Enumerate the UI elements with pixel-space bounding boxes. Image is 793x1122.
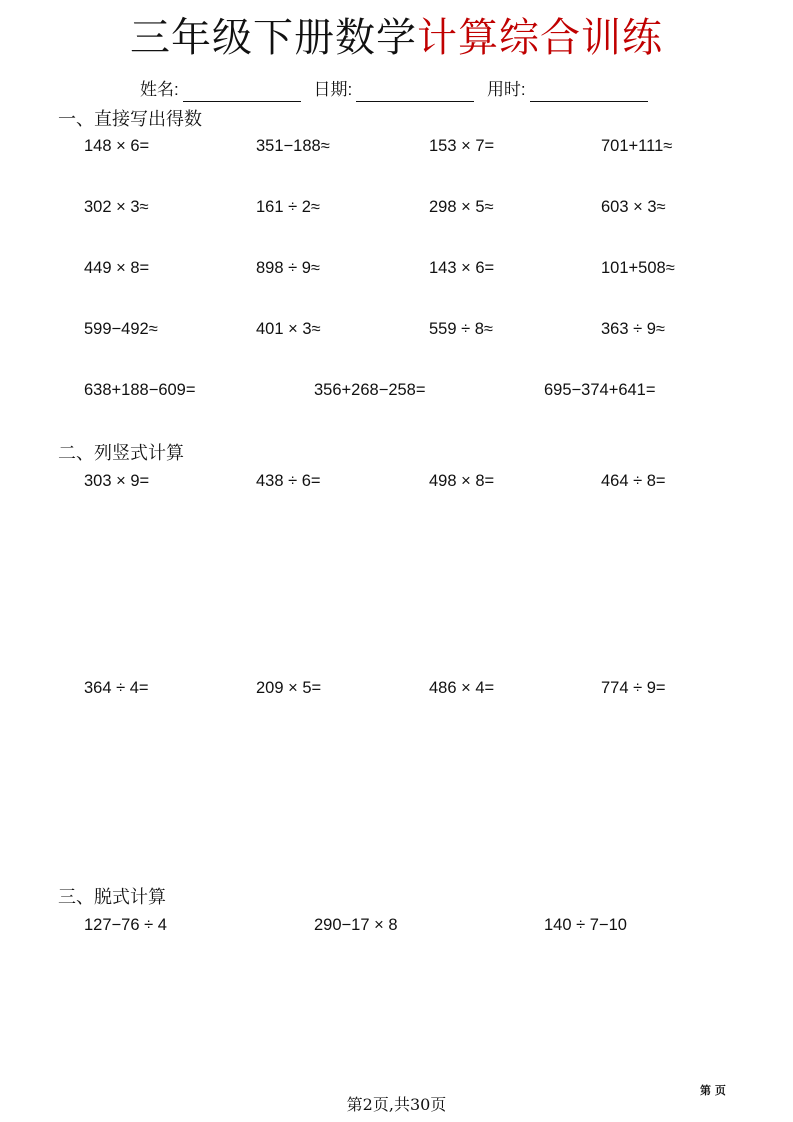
problem-item: 290−17 × 8 — [314, 916, 398, 934]
problem-row — [0, 257, 793, 279]
section-heading-vertical-calc: 二、列竖式计算 — [58, 443, 184, 464]
worksheet-title — [0, 14, 793, 62]
problem-item: 599−492≈ — [84, 320, 158, 338]
problem-item: 153 × 7= — [429, 137, 495, 155]
problem-item: 148 × 6= — [84, 137, 150, 155]
problem-item: 559 ÷ 8≈ — [429, 320, 493, 338]
problem-item: 302 × 3≈ — [84, 198, 149, 216]
problem-item: 127−76 ÷ 4 — [84, 916, 167, 934]
problem-item: 701+111≈ — [601, 137, 673, 155]
problem-item: 101+508≈ — [601, 259, 675, 277]
problem-item: 695−374+641= — [544, 381, 656, 399]
problem-item: 449 × 8= — [84, 259, 150, 277]
problem-item: 603 × 3≈ — [601, 198, 666, 216]
problem-row — [0, 379, 793, 401]
corner-page-mark: 第 页 — [700, 1084, 726, 1097]
problem-item: 438 ÷ 6= — [256, 472, 321, 490]
problem-item: 298 × 5≈ — [429, 198, 494, 216]
problem-item: 209 × 5= — [256, 679, 322, 697]
problem-row — [0, 914, 793, 936]
problem-item: 143 × 6= — [429, 259, 495, 277]
problem-item: 774 ÷ 9= — [601, 679, 666, 697]
problem-item: 140 ÷ 7−10 — [544, 916, 627, 934]
problem-row — [0, 470, 793, 492]
time-blank[interactable] — [530, 83, 648, 102]
time-label: 用时: — [486, 80, 526, 99]
title-topic-part: 计算综合训练 — [417, 15, 663, 61]
date-blank[interactable] — [356, 83, 474, 102]
problem-row — [0, 318, 793, 340]
problem-item: 351−188≈ — [256, 137, 330, 155]
section-heading-step-calc: 三、脱式计算 — [58, 887, 166, 908]
problem-item: 363 ÷ 9≈ — [601, 320, 665, 338]
problem-item: 498 × 8= — [429, 472, 495, 490]
problem-item: 161 ÷ 2≈ — [256, 198, 320, 216]
date-label: 日期: — [313, 80, 353, 99]
page-number: 第2页,共30页 — [346, 1095, 447, 1114]
problem-row — [0, 677, 793, 699]
problem-item: 401 × 3≈ — [256, 320, 321, 338]
student-info-line — [140, 78, 680, 102]
title-grade-part: 三年级下册数学 — [130, 15, 417, 61]
problem-item: 464 ÷ 8= — [601, 472, 666, 490]
section-heading-mental-math: 一、直接写出得数 — [58, 109, 202, 130]
name-blank[interactable] — [183, 83, 301, 102]
problem-item: 364 ÷ 4= — [84, 679, 149, 697]
name-label: 姓名: — [140, 80, 179, 99]
problem-item: 303 × 9= — [84, 472, 150, 490]
problem-item: 638+188−609= — [84, 381, 196, 399]
problem-item: 898 ÷ 9≈ — [256, 259, 320, 277]
problem-item: 486 × 4= — [429, 679, 495, 697]
problem-item: 356+268−258= — [314, 381, 426, 399]
problem-row — [0, 196, 793, 218]
problem-row — [0, 135, 793, 157]
